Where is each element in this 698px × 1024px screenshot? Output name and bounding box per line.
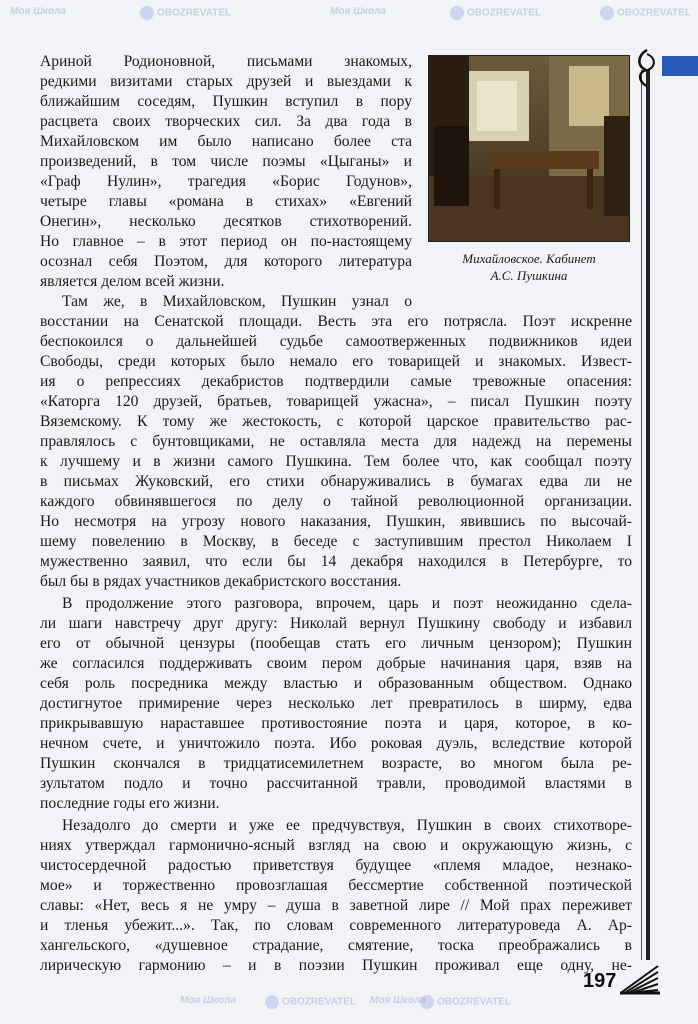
text-line: беспокоился о дальнейшей судьбе самоотверженных подвижников идеи	[40, 333, 632, 350]
text-line: нечном счете, и уничтожило поэта. Ибо роковая дуэль, вследствие которой	[40, 735, 632, 752]
text-line: правлялось с бунтовщиками, не оставляла места для надежд на перемены	[40, 433, 632, 450]
text-line: достигнутое примирение через несколько лет превратилось в ширму, едва	[40, 695, 632, 712]
obozrevatel-logo-icon	[600, 6, 614, 20]
watermark: OBOZREVATEL	[140, 6, 231, 20]
text-line: «Граф Нулин», трагедия «Борис Годунов»,	[40, 173, 412, 190]
text-line: последние годы его жизни.	[40, 795, 220, 812]
photo-pushkin-study	[428, 55, 630, 242]
text-line: восстании на Сенатской площади. Весть эта его потрясла. Поэт искренне	[40, 313, 632, 330]
text-line: Там же, в Михайловском, Пушкин узнал о	[62, 293, 412, 310]
photo-caption	[420, 250, 638, 284]
text-line: Пушкин скончался в тридцатисемилетнем возрасте, во многом была ре-	[40, 755, 632, 772]
text-line: Михайловском им было написано более ста	[40, 133, 412, 150]
text-line: является делом всей жизни.	[40, 273, 225, 290]
text-line: его от обычной цензуры (пообещав стать его личным цензором); Пушкин	[40, 635, 632, 652]
text-line: Но главное – в этот период он по-настоящему	[40, 233, 412, 250]
border-line	[646, 70, 650, 960]
obozrevatel-logo-icon	[140, 6, 154, 20]
watermark: Моя Школа	[370, 995, 426, 1006]
obozrevatel-logo-icon	[450, 6, 464, 20]
page-number: 197	[583, 970, 617, 992]
text-line: произведений, в том числе поэмы «Цыганы» и	[40, 153, 412, 170]
text-line: мужественно заявил, что если бы 14 декабря находился в Петербурге, то	[40, 553, 632, 570]
text-line: и тленья убежит...». Так, по словам современного литературоведа А. Ар-	[40, 917, 632, 934]
text-line: «Каторга 120 друзей, братьев, товарищей ужасна», – писал Пушкин поэту	[40, 393, 632, 410]
text-line: ия о репрессиях декабристов подтвердили самые тревожные опасения:	[40, 373, 632, 390]
ornament-top-icon	[632, 48, 662, 88]
text-line: Свободы, среди которых было немало его товарищей и знакомых. Извест-	[40, 353, 632, 370]
text-line: Вяземскому. К тому же жестокость, с которой царское правительство рас-	[40, 413, 632, 430]
text-line: же согласился поддерживать своим пером добрые начинания царя, взяв на	[40, 655, 632, 672]
watermark: OBOZREVATEL	[600, 6, 691, 20]
obozrevatel-logo-icon	[265, 995, 279, 1009]
text-line: Ариной Родионовной, письмами знакомых,	[40, 53, 412, 70]
caption-line: А.С. Пушкина	[490, 268, 568, 283]
text-line: чистосердечной радостью приветствуя будущее «племя младое, незнако-	[40, 857, 632, 874]
watermark: OBOZREVATEL	[450, 6, 541, 20]
chapter-tab	[662, 56, 698, 76]
study-illustration	[429, 56, 629, 241]
text-line: славы: «Нет, весь я не умру – душа в заветной лире // Мой прах переживет	[40, 897, 632, 914]
watermark: Моя Школа	[180, 995, 236, 1006]
text-line: Но несмотря на угрозу нового наказания, Пушкин, явившись по высочай-	[40, 513, 632, 530]
watermark: Моя Школа	[330, 6, 386, 17]
ornament-bottom-icon	[618, 962, 662, 996]
watermark: OBOZREVATEL	[420, 995, 511, 1009]
text-line: ниях утверждал гармонично-ясный взгляд на свою и окружающую жизнь, с	[40, 837, 632, 854]
text-line: зультатом подло и точно рассчитанной травли, проводимой властями в	[40, 775, 632, 792]
text-line: В продолжение этого разговора, впрочем, царь и поэт неожиданно сдела-	[62, 595, 632, 612]
text-line: ли шаги навстречу друг другу: Николай вернул Пушкину свободу и избавил	[40, 615, 632, 632]
text-line: себя роль посредника между властью и образованным обществом. Однако	[40, 675, 632, 692]
text-line: шему повелению в Москву, в беседе с заступившим престол Николаем I	[40, 533, 632, 550]
text-line: редкими визитами старых друзей и выездами к	[40, 73, 412, 90]
text-line: четыре главы «романа в стихах» «Евгений	[40, 193, 412, 210]
text-line: Онегин», несколько десятков стихотворений.	[40, 213, 412, 230]
text-line: прикрывавшую нараставшее противостояние поэта и царя, которое, в ко-	[40, 715, 632, 732]
text-line: расцвета своих творческих сил. За два года в	[40, 113, 412, 130]
text-line: хангельского, «душевное страдание, смятение, тоска преображались в	[40, 937, 632, 954]
border-line	[641, 70, 642, 960]
watermark: OBOZREVATEL	[265, 995, 356, 1009]
caption-line: Михайловское. Кабинет	[462, 251, 596, 266]
text-line: к лучшему и в жизни самого Пушкина. Тем более что, как сообщал поэту	[40, 453, 632, 470]
text-line: лирическую гармонию – и в поэзии Пушкин проживал еще одну, не-	[40, 957, 632, 974]
text-line: ближайшим соседям, Пушкин вступил в пору	[40, 93, 412, 110]
text-line: каждого обвинявшегося по делу о тайной революционной организации.	[40, 493, 632, 510]
watermark: Моя Школа	[10, 6, 66, 17]
text-line: в письмах Жуковский, его стихи обнаруживались в бумагах едва ли не	[40, 473, 632, 490]
text-line: Незадолго до смерти и уже ее предчувствуя, Пушкин в своих стихотворе-	[62, 817, 632, 834]
obozrevatel-logo-icon	[420, 995, 434, 1009]
text-line: мое» и торжественно провозглашая бессмертие собственной поэтической	[40, 877, 632, 894]
text-line: осознал себя Поэтом, для которого литература	[40, 253, 412, 270]
text-line: был бы в рядах участников декабристского восстания.	[40, 573, 402, 590]
